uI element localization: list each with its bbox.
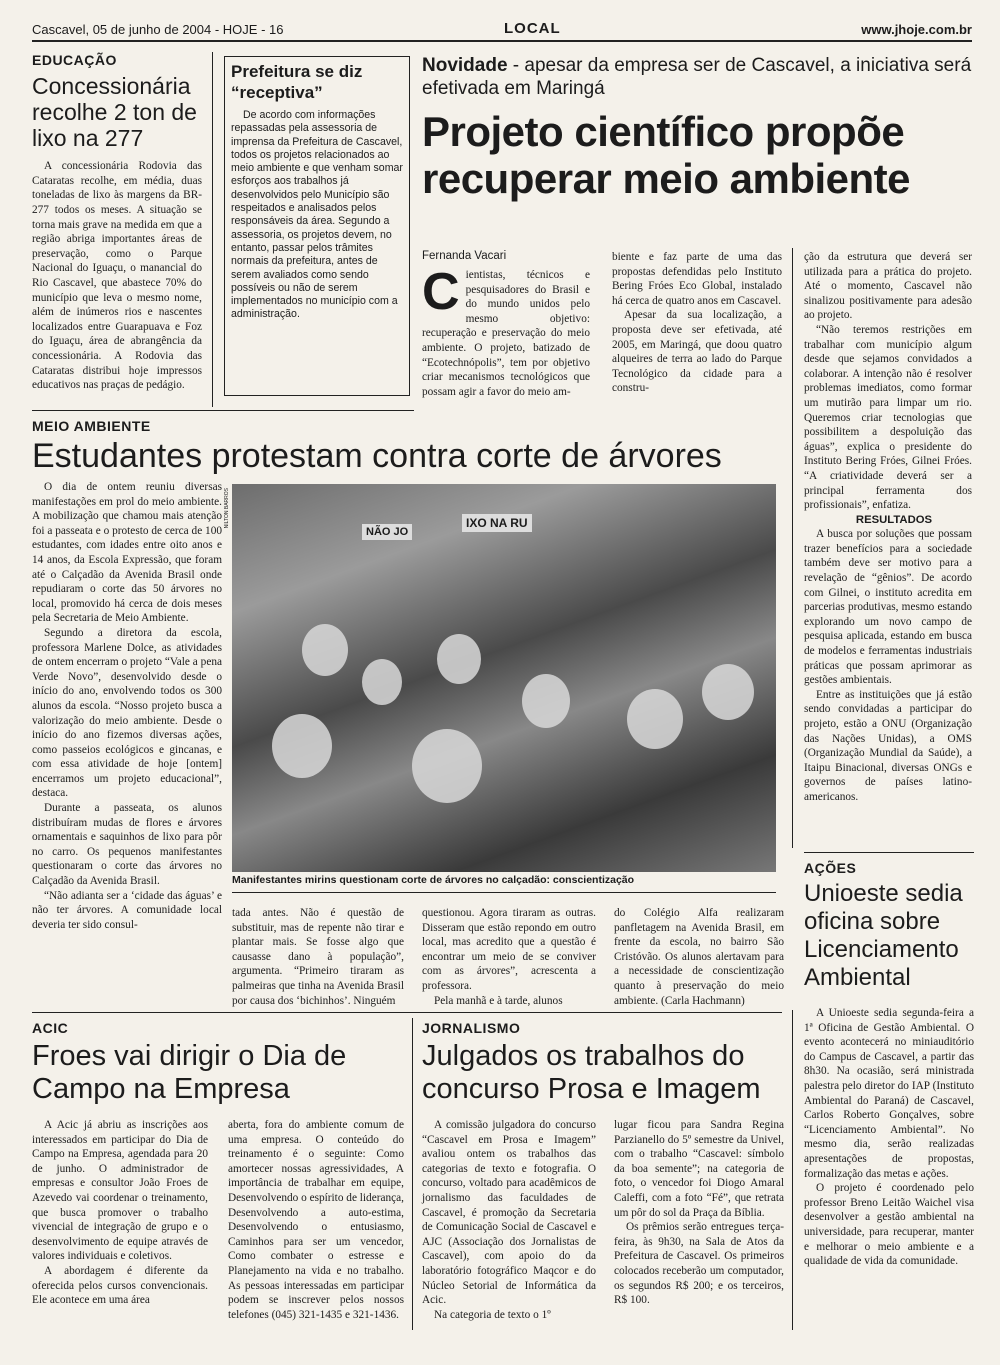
projeto-article (422, 54, 976, 202)
prefeitura-box (224, 56, 410, 396)
column-divider (792, 1010, 793, 1330)
protest-sign: IXO NA RU (462, 514, 532, 532)
educacao-article (32, 52, 202, 393)
header-date: Cascavel, 05 de junho de 2004 - HOJE - 16 (32, 22, 284, 37)
column-divider (412, 1018, 413, 1330)
header-section: LOCAL (504, 20, 561, 37)
column-divider (212, 52, 213, 407)
section-rule (32, 1012, 782, 1013)
section-label: MEIO AMBIENTE (32, 418, 151, 434)
box-body: De acordo com informações repassadas pela assessoria de imprensa da Prefeitura de Cascavel, todos os projetos relacionados ao meio ambiente e que venham somar esforços aos trabalhos já desenvolvidos pelo Município são respeitados e analisados pelos responsáveis da área. Segundo a assessoria, os projetos devem, no entanto, passar pelos trâmites normais da prefeitura, antes de serem avaliados como sendo possíveis ou não de serem implementados no município com a administração. (231, 109, 403, 321)
subsection-title: RESULTADOS (855, 513, 933, 526)
acic-col1: A Acic já abriu as inscrições aos interessados em participar do Dia de Campo na Empresa, agendada para 20 de junho. O administrador de empresas e consultor João Froes de Azevedo vai coordenar o treinamento, que busca promover o trabalho vivencial de integração de grupo e o desenvolvimento de equipe através de valores individuais e coletivos. A abordagem é diferente da oferecida pelos cursos convencionais. Ele acontece em uma área (32, 1119, 208, 1307)
article-headline: Projeto científico propõe recuperar meio ambiente (422, 108, 911, 202)
drop-cap: C (422, 263, 460, 321)
photo-credit: NILTON BARROS (224, 488, 230, 529)
article-kicker-line (422, 54, 976, 100)
projeto-col2: biente e faz parte de uma das propostas defendidas pelo Instituto Bering Fróes Eco Global, instalado há cerca de quatro anos em Cascavel. Apesar da sua localização, a proposta deve ser efetivada, até 2005, em Maringá, que doou quatro alqueires de terra ao lado do Parque Tecnológico da cidade para a constru- (612, 251, 782, 395)
estudantes-col3: questionou. Agora tiraram as outras. Disseram que estão repondo em outro local, mas acredito que a questão é encontrar um meio de se conviver com as árvores”, acrescenta a professora. Pela manhã e à tarde, alunos (422, 907, 596, 1007)
section-rule (804, 852, 974, 853)
acoes-body: A Unioeste sedia segunda-feira a 1ª Oficina de Gestão Ambiental. O evento acontecerá no miniauditório do Campus de Cascavel, a partir das 8h30. Na ocasião, será ministrada palestra pelo diretor do IAP (Instituto Ambiental do Paraná) de Cascavel, Carlos Roberto Gonçalves, sobre “Licenciamento Ambiental”. No mesmo dia, serão realizadas apresentações de propostas, formalização das metas e ações. O projeto é coordenado pelo professor Breno Leitão Waichel visa desenvolver a gestão ambiental na universidade, para recuperar, manter e melhorar o meio ambiente e a qualidade de vida da comunidade. (804, 1007, 974, 1268)
jornalismo-headline: Julgados os trabalhos do concurso Prosa e Imagem (422, 1040, 761, 1105)
header-url: www.jhoje.com.br (861, 22, 972, 37)
acic-headline: Froes vai dirigir o Dia de Campo na Empresa (32, 1040, 347, 1105)
jornalismo-col2: lugar ficou para Sandra Regina Parzianello do 5º semestre da Univel, com o trabalho “Cascavel: símbolo da boa semente”; na categoria de foto, o vencedor foi Diogo Amaral Caleffi, com a foto “Fé”, que retrata um pôr do sol da Praça da Bíblia. Os prêmios serão entregues terça-feira, às 9h30, na Sala de Atos da Prefeitura de Cascavel. Os primeiros colocados receberão um computador, os segundos R$ 200; e os terceiros, R$ 100. (614, 1119, 784, 1307)
caption-rule (232, 892, 776, 893)
estudantes-col2: tada antes. Não é questão de substituir, mas de repente não tirar e plantar mais. Se fosse algo que causasse dano à população”, argumenta. “Primeiro tiraram as palmeiras que tinha na Avenida Brasil por causa dos ‘bichinhos’. Ninguém (232, 907, 404, 1007)
acic-col2: aberta, fora do ambiente comum de uma empresa. O conteúdo do treinamento é o seguinte: Como amortecer nossas agressividades, A importância de trabalhar em equipe, Desenvolvendo o espírito de liderança, Desenvolvendo a auto-estima, Desenvolvendo o entusiasmo, Caminhos para ser um vencedor, Como combater o estresse e Planejamento na vida e no trabalho. As pessoas interessadas em participar podem se inscrever pelos nossos telefones (045) 321-1435 e 321-1436. (228, 1119, 404, 1321)
kicker: Novidade (422, 55, 508, 76)
column-divider (792, 248, 793, 848)
acoes-headline: Unioeste sedia oficina sobre Licenciamento Ambiental (804, 880, 963, 991)
photo-caption: Manifestantes mirins questionam corte de árvores no calçadão: conscientização (232, 874, 635, 886)
section-label: ACIC (32, 1020, 69, 1036)
section-label: AÇÕES (804, 860, 857, 876)
projeto-col3: ção da estrutura que deverá ser utilizada para a prática do projeto. Até o momento, Cascavel não sinalizou positivamente para adesão ao projeto. “Não teremos restrições em trabalhar com município algum desde que sejamos convidados a colaborar. A intenção não é resolver problemas imediatos, como formar um mutirão para limpar um rio. Queremos criar tecnologias que possibilitem a despoluição das águas”, explica o presidente do Instituto Bering Fróes, Gilnei Fróes. “A criatividade deverá ser a principal ferramenta dos profissionais”, enfatiza. RESULTADOS A busca por soluções que possam trazer benefícios para a sociedade também deve ser motivo para a revelação de “gênios”. De acordo com Gilnei, o instituto acredita em parcerias produtivas, mesmo estando explorando um novo campo de pesquisa aplicada, estando em busca de modelos e ferramentas industriais práticas que possam aprimorar as gestões ambientais. Entre as instituições que já estão sendo convidadas a participar do projeto, estão a ONU (Organização das Nações Unidas), a OMS (Organização Mundial da Saúde), a Itaipu Binacional, diversas ONGs e governos de países latino-americanos. (804, 251, 972, 803)
protest-sign: NÃO JO (362, 524, 412, 540)
section-label: EDUCAÇÃO (32, 52, 117, 68)
section-rule (32, 410, 414, 411)
page-header (32, 22, 972, 42)
box-title: Prefeitura se diz “receptiva” (231, 62, 363, 102)
byline: Fernanda Vacari (422, 250, 507, 262)
estudantes-headline: Estudantes protestam contra corte de árvores (32, 437, 722, 475)
jornalismo-col1: A comissão julgadora do concurso “Cascavel em Prosa e Imagem” avaliou ontem os trabalhos das categorias de texto e fotografia. O concurso, voltado para acadêmicos de jornalismo das faculdades de Cascavel, é promoção da Secretaria de Comunicação Social de Cascavel e AJC (Associação dos Jornalistas de Cascavel), com apoio do da laboratório fotográfico Maqcor e do Núcleo Setorial de Informática da Acic. Na categoria de texto o 1º (422, 1119, 596, 1321)
estudantes-col4: do Colégio Alfa realizaram panfletagem na Avenida Brasil, em frente da escola, no bairro São Cristóvão. Os alunos alertavam para a necessidade de conscientização quanto à preservação do meio ambiente. (Carla Hachmann) (614, 907, 784, 1007)
estudantes-col1: O dia de ontem reuniu diversas manifestações em prol do meio ambiente. A mobilização que chamou mais atenção foi a passeata e o protesto de cerca de 100 estudantes, com idades entre oito anos e 14 anos, da Escola Expressão, que foram até o Calçadão da Avenida Brasil onde repudiaram o corte das 50 árvores no local, promovido há cerca de dois meses pela Secretaria de Meio Ambiente. Segundo a diretora da escola, professora Marlene Dolce, as atividades de ontem encerram o projeto “Vale a pena Verde Novo”, desenvolvido desde o início do ano, envolvendo todos os 300 alunos da escola. “Nosso projeto busca a valorização do meio ambiente. Desde o início do ano fizemos diversas ações, como passeios ecológicos e gincanas, e com essa atividade de hoje [ontem] encerramos um projeto educacional”, destaca. Durante a passeata, os alunos distribuíram mudas de flores e árvores ornamentais e saquinhos de lixo para pôr no carro. Os pequenos manifestantes questionaram o corte das árvores no Calçadão da Avenida Brasil. “Não adianta ser a ‘cidade das águas’ e não ter árvores. A comunidade local deveria ter sido consul- (32, 481, 222, 931)
projeto-col1: C ientistas, técnicos e pesquisadores do Brasil e do mundo unidos pelo mesmo objetivo: recuperação e preservação do meio ambiente. O projeto, batizado de “Ecotechnópolis”, tem por objetivo criar mecanismos tecnológicos que possam agir a favor do meio am- (422, 263, 590, 398)
subhead: - apesar da empresa ser de Cascavel, a iniciativa será efetivada em Maringá (422, 55, 972, 99)
section-label: JORNALISMO (422, 1020, 521, 1036)
protest-photo (232, 484, 776, 872)
article-body: A concessionária Rodovia das Cataratas recolhe, em média, duas toneladas de lixo às margens da BR-277 todos os meses. A situação se torna mais grave na medida em que a região abriga importantes áreas de preservação, como o Parque Nacional do Iguaçu, o manancial do Rio Cascavel, que abastece 70% do município que leva o mesmo nome, além de inúmeros rios e nascentes localizados entre Guarapuava e Foz do Iguaçu, área de abrangência da concessionária. A Rodovia das Cataratas distribui hoje impressos educativos nas praças de pedágio. (32, 160, 202, 392)
article-headline: Concessionária recolhe 2 ton de lixo na 277 (32, 73, 197, 151)
